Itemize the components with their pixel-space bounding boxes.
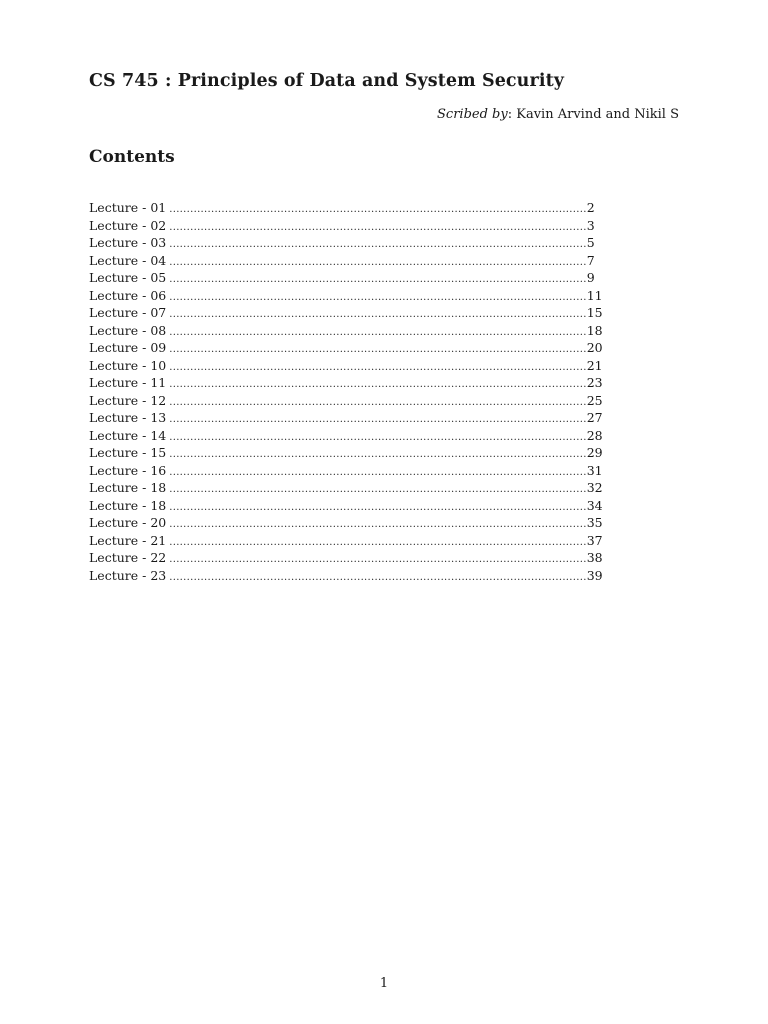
toc-dot-leader: ........................................................................................................................ — [169, 309, 587, 320]
toc-dot-leader: ........................................................................................................................ — [169, 536, 587, 548]
toc-entry-label: Lecture - 18 — [89, 497, 167, 513]
toc-entry-page: 3 — [586, 217, 595, 233]
table-of-contents — [89, 199, 603, 584]
toc-entry-label: Lecture - 23 — [89, 567, 167, 583]
toc-entry-page: 5 — [586, 235, 595, 250]
toc-dot-leader: ........................................................................................................................ — [169, 571, 587, 583]
toc-dot-leader: ........................................................................................................................ — [169, 204, 587, 215]
toc-entry-label: Lecture - 09 — [89, 340, 167, 355]
toc-entry[interactable] — [89, 497, 603, 515]
toc-entry-label: Lecture - 16 — [89, 462, 167, 478]
toc-entry-page: 11 — [586, 287, 603, 303]
toc-entry[interactable] — [89, 409, 603, 427]
scribe-separator: : — [507, 107, 513, 122]
toc-entry-label: Lecture - 14 — [89, 427, 167, 443]
scribe-names: Kavin Arvind and Nikil S — [516, 107, 679, 122]
toc-dot-leader: ........................................................................................................................ — [169, 239, 587, 250]
toc-entry-label: Lecture - 22 — [89, 550, 167, 565]
toc-dot-leader: ........................................................................................................................ — [169, 256, 587, 268]
toc-entry[interactable] — [89, 339, 603, 357]
toc-dot-leader: ........................................................................................................................ — [169, 501, 587, 513]
toc-entry-page: 31 — [586, 462, 603, 478]
toc-entry-label: Lecture - 10 — [89, 357, 167, 373]
toc-entry-label: Lecture - 13 — [89, 410, 167, 425]
toc-entry-label: Lecture - 12 — [89, 392, 167, 408]
toc-entry[interactable] — [89, 252, 595, 270]
toc-dot-leader: ........................................................................................................................ — [169, 554, 587, 565]
toc-entry-page: 34 — [586, 497, 603, 513]
toc-dot-leader: ........................................................................................................................ — [169, 519, 587, 530]
page-number: 1 — [379, 976, 389, 991]
toc-dot-leader: ........................................................................................................................ — [169, 484, 587, 495]
toc-entry-page: 35 — [586, 515, 603, 530]
toc-entry-label: Lecture - 20 — [89, 515, 167, 530]
toc-entry-label: Lecture - 03 — [89, 235, 167, 250]
toc-entry-label: Lecture - 08 — [89, 322, 167, 338]
toc-entry-page: 2 — [586, 200, 595, 215]
toc-entry-label: Lecture - 15 — [89, 445, 167, 460]
toc-entry-label: Lecture - 05 — [89, 270, 167, 285]
toc-entry-page: 32 — [586, 480, 603, 495]
toc-entry[interactable] — [89, 217, 595, 235]
toc-dot-leader: ........................................................................................................................ — [169, 274, 587, 285]
toc-dot-leader: ........................................................................................................................ — [169, 396, 587, 408]
toc-entry[interactable] — [89, 199, 595, 217]
toc-entry[interactable] — [89, 234, 595, 252]
toc-entry-page: 18 — [586, 322, 603, 338]
toc-entry[interactable] — [89, 269, 595, 287]
toc-entry-page: 23 — [586, 375, 603, 390]
toc-entry[interactable] — [89, 374, 603, 392]
toc-entry-page: 21 — [586, 357, 603, 373]
toc-entry[interactable] — [89, 427, 603, 445]
toc-entry[interactable] — [89, 322, 603, 340]
toc-dot-leader: ........................................................................................................................ — [169, 379, 587, 390]
toc-entry-label: Lecture - 04 — [89, 252, 167, 268]
toc-entry-label: Lecture - 07 — [89, 305, 167, 320]
toc-entry-label: Lecture - 11 — [89, 375, 167, 390]
toc-entry[interactable] — [89, 357, 603, 375]
scribe-line — [437, 106, 679, 124]
toc-entry-page: 37 — [586, 532, 603, 548]
toc-entry-label: Lecture - 18 — [89, 480, 167, 495]
toc-entry[interactable] — [89, 392, 603, 410]
toc-entry-page: 25 — [586, 392, 603, 408]
toc-entry-label: Lecture - 06 — [89, 287, 167, 303]
toc-entry[interactable] — [89, 514, 603, 532]
toc-dot-leader: ........................................................................................................................ — [169, 291, 587, 303]
toc-entry-page: 7 — [586, 252, 595, 268]
toc-entry[interactable] — [89, 444, 603, 462]
toc-entry-label: Lecture - 01 — [89, 200, 167, 215]
toc-dot-leader: ........................................................................................................................ — [169, 344, 587, 355]
toc-entry-page: 39 — [586, 567, 603, 583]
toc-dot-leader: ........................................................................................................................ — [169, 414, 587, 425]
toc-entry-page: 15 — [586, 305, 603, 320]
toc-dot-leader: ........................................................................................................................ — [169, 361, 587, 373]
document-title: CS 745 : Principles of Data and System Security — [89, 71, 565, 91]
toc-entry-page: 38 — [586, 550, 603, 565]
contents-heading: Contents — [89, 147, 175, 167]
toc-dot-leader: ........................................................................................................................ — [169, 221, 587, 233]
toc-entry[interactable] — [89, 532, 603, 550]
toc-entry[interactable] — [89, 567, 603, 585]
toc-entry-page: 9 — [586, 270, 595, 285]
scribe-label: Scribed by — [437, 107, 508, 122]
toc-entry-page: 20 — [586, 340, 603, 355]
toc-entry[interactable] — [89, 304, 603, 322]
toc-dot-leader: ........................................................................................................................ — [169, 326, 587, 338]
toc-entry[interactable] — [89, 549, 603, 567]
toc-entry[interactable] — [89, 479, 603, 497]
toc-dot-leader: ........................................................................................................................ — [169, 449, 587, 460]
toc-entry-page: 27 — [586, 410, 603, 425]
toc-entry-label: Lecture - 02 — [89, 217, 167, 233]
toc-entry[interactable] — [89, 462, 603, 480]
toc-dot-leader: ........................................................................................................................ — [169, 466, 587, 478]
toc-dot-leader: ........................................................................................................................ — [169, 431, 587, 443]
toc-entry-page: 28 — [586, 427, 603, 443]
toc-entry-page: 29 — [586, 445, 603, 460]
toc-entry-label: Lecture - 21 — [89, 532, 167, 548]
toc-entry[interactable] — [89, 287, 603, 305]
